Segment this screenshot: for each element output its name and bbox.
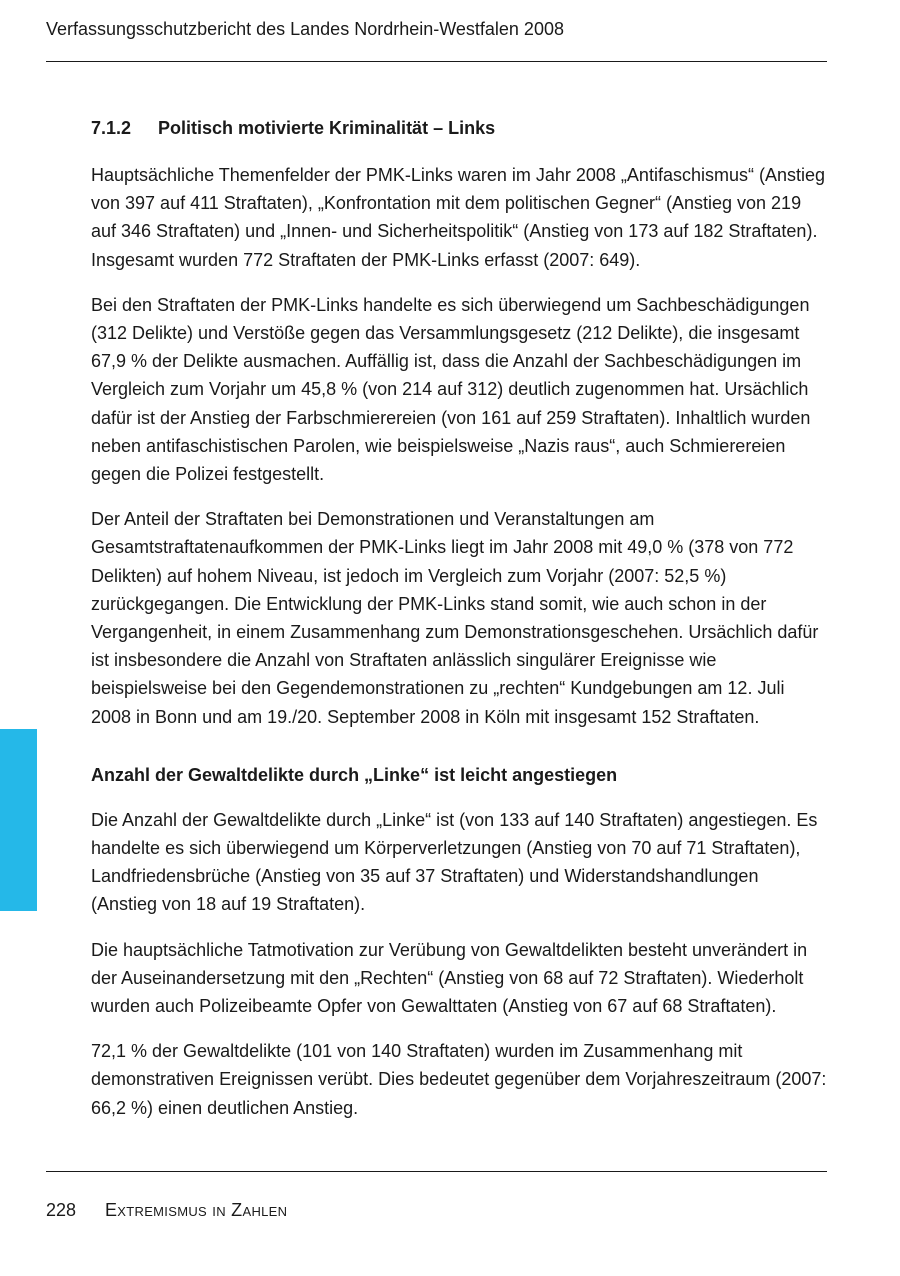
paragraph: Die hauptsächliche Tatmotivation zur Verübung von Gewaltdelikten besteht unverändert in der Auseinandersetzung mit den „Rechten“ (Anstieg von 68 auf 72 Straftaten). Wiederholt wurden auch Polizeibeamte Opfer von Gewalttaten (Anstieg von 67 auf 68 Straftaten).	[91, 939, 808, 1017]
paragraph: Die Anzahl der Gewaltdelikte durch „Linke“ ist (von 133 auf 140 Straftaten) angestiegen. Es handelte es sich überwiegend um Körperverletzungen (Anstieg von 70 auf 71 Straftaten), Landfriedensbrüche (Anstieg von 35 auf 37 Straftaten) und Widerstandshandlungen (Anstieg von 18 auf 19 Straftaten).	[91, 809, 818, 915]
page-footer	[46, 1198, 287, 1222]
page-content	[91, 116, 829, 1139]
paragraph: 72,1 % der Gewaltdelikte (101 von 140 Straftaten) wurden im Zusammenhang mit demonstrativen Ereignissen verübt. Dies bedeutet gegenüber dem Vorjahreszeitraum (2007: 66,2 %) einen deutlichen Anstieg.	[91, 1041, 827, 1118]
paragraph: Hauptsächliche Themenfelder der PMK-Links waren im Jahr 2008 „Antifaschismus“ (Anstieg von 397 auf 411 Straftaten), „Konfrontation mit dem politischen Gegner“ (Anstieg von 219 auf 346 Straftaten) und „Innen- und Sicherheitspolitik“ (Anstieg von 173 auf 182 Straftaten). Insgesamt wurden 772 Straftaten der PMK-Links erfasst (2007: 649).	[91, 165, 825, 270]
running-header: Verfassungsschutzbericht des Landes Nordrhein-Westfalen 2008	[46, 19, 564, 39]
chapter-title: Extremismus in Zahlen	[105, 1200, 288, 1220]
paragraph: Der Anteil der Straftaten bei Demonstrationen und Veranstaltungen am Gesamtstraftatenaufkommen der PMK-Links liegt im Jahr 2008 mit 49,0 % (378 von 772 Delikten) auf hohem Niveau, ist jedoch im Vergleich zum Vorjahr (2007: 52,5 %) zurückgegangen. Die Entwicklung der PMK-Links stand somit, wie auch schon in der Vergangenheit, in einem Zusammenhang zum Demonstrationsgeschehen. Ursächlich dafür ist insbesondere die Anzahl von Straftaten anlässlich singulärer Ereignisse wie beispielsweise bei den Gegendemonstrationen zu „rechten“ Kundgebungen am 12. Juli 2008 in Bonn und am 19./20. September 2008 in Köln mit insgesamt 152 Straftaten.	[91, 509, 819, 727]
subsection-heading: Anzahl der Gewaltdelikte durch „Linke“ ist leicht angestiegen	[91, 764, 618, 785]
paragraph: Bei den Straftaten der PMK-Links handelte es sich überwiegend um Sachbeschädigungen (312 Delikte) und Verstöße gegen das Versammlungsgesetz (212 Delikte), die insgesamt 67,9 % der Delikte ausmachen. Auffällig ist, dass die Anzahl der Sachbeschädigungen im Vergleich zum Vorjahr um 45,8 % (von 214 auf 312) deutlich zugenommen hat. Ursächlich dafür ist der Anstieg der Farbschmierereien (von 161 auf 259 Straftaten). Inhaltlich wurden neben antifaschistischen Parolen, wie beispielsweise „Nazis raus“, auch Schmierereien gegen die Polizei festgestellt.	[91, 294, 811, 485]
page-number: 228	[46, 1200, 77, 1220]
footer-rule	[46, 1171, 827, 1172]
chapter-side-tab	[0, 729, 37, 911]
section-heading	[91, 116, 829, 140]
header-rule	[46, 61, 827, 62]
section-title: Politisch motivierte Kriminalität – Links	[158, 118, 496, 138]
section-number: 7.1.2	[91, 118, 132, 138]
